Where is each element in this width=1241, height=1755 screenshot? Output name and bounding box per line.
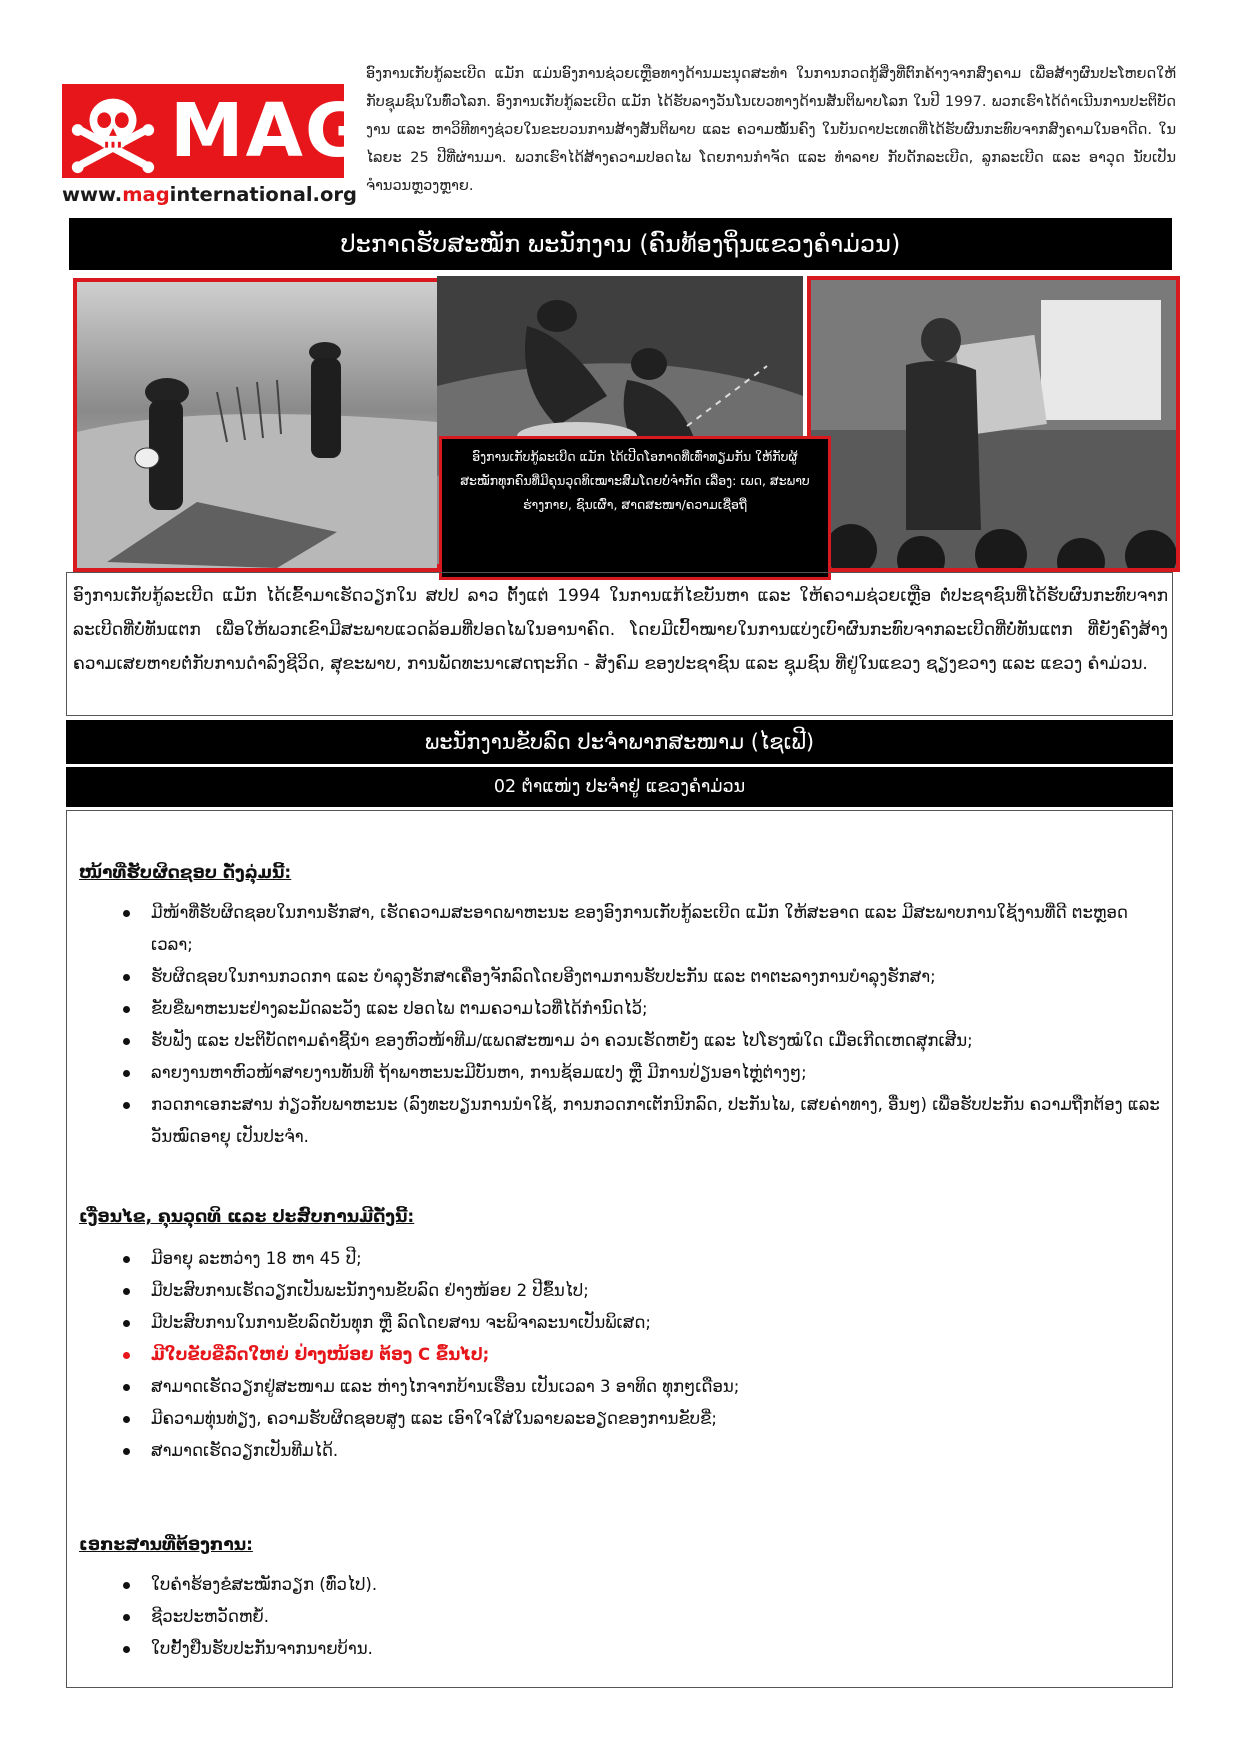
list-item: ກວດກາເອກະສານ ກ່ຽວກັບພາຫະນະ (ລົງທະບຽນການນຳໃຊ້, ການກວດກາເຕັກນິກລົດ, ປະກັນໄພ, ເສຍຄ່າທາງ, ອື່ນໆ) ເພື່ອຮັບປະກັນ ຄວາມຖືກຕ້ອງ ແລະ ວັນໝົດອາຍຸ ເປັນປະຈຳ.: [67, 1089, 1167, 1153]
bullet-icon: [123, 1614, 130, 1621]
duties-list: [67, 897, 1167, 1153]
bullet-icon: [123, 1070, 130, 1077]
photo-caption: ອົງການເກັບກູ້ລະເບີດ ແມັກ ໄດ້ເປີດໂອກາດທີ່ເທົ່າທຽມກັນ ໃຫ້ກັບຜູ້ສະໝັກທຸກຄົນທີ່ມີຄຸນວຸດທິເໝາະສົມໂດຍບໍ່ຈຳກັດ ເລື່ອງ: ເພດ, ສະພາບຮ່າງກາຍ, ຊົນເຜົ່າ, ສາດສະໜາ/ຄວາມເຊື່ອຖື: [439, 436, 831, 580]
logo-url[interactable]: www.maginternational.org: [62, 183, 357, 206]
list-item: ໃບຄຳຮ້ອງຂໍສະໝັກວຽກ (ທົ່ວໄປ).: [67, 1569, 1167, 1601]
bullet-icon: [123, 1288, 130, 1295]
bullet-icon: [123, 910, 130, 917]
bullet-icon: [123, 1320, 130, 1327]
list-item: ສາມາດເຮັດວຽກຢູ່ສະໜາມ ແລະ ຫ່າງໄກຈາກບ້ານເຮືອນ ເປັນເວລາ 3 ອາທິດ ທຸກໆເດືອນ;: [67, 1371, 1167, 1403]
list-item: ຊີວະປະຫວັດຫຍໍ້.: [67, 1601, 1167, 1633]
list-item: ຂັບຂີ່ພາຫະນະຢ່າງລະມັດລະວັງ ແລະ ປອດໄພ ຕາມຄວາມໄວທີ່ໄດ້ກຳນົດໄວ້;: [67, 993, 1167, 1025]
list-item: ລາຍງານຫາຫົວໜ້າສາຍງານທັນທີ ຖ້າພາຫະນະມີບັນຫາ, ການຊ້ອມແປງ ຫຼື ມີການປ່ຽນອາໄຫຼ່ຕ່າງໆ;: [67, 1057, 1167, 1089]
skull-and-crossbones-icon: [64, 86, 162, 176]
bullet-icon: [123, 1384, 130, 1391]
mag-logo: [62, 84, 368, 208]
bullet-icon: [123, 1038, 130, 1045]
list-item: ສາມາດເຮັດວຽກເປັນທີມໄດ້.: [67, 1435, 1167, 1467]
intro-text: ອົງການເກັບກູ້ລະເບີດ ແມັກ ແມ່ນອົງການຊ່ວຍເຫຼືອທາງດ້ານມະນຸດສະທຳ ໃນການກວດກູ້ສິ່ງທີ່ຕົກຄ້າງຈາກສົງຄາມ ເພື່ອສ້າງຜົນປະໂຫຍດໃຫ້ກັບຊຸມຊົນໃນທົ່ວໂລກ. ອົງການເກັບກູ້ລະເບີດ ແມັກ ໄດ້ຮັບລາງວັນໂນເບວທາງດ້ານສັນຕິພາບໂລກ ໃນປີ 1997. ພວກເຮົາໄດ້ດຳເນີນການປະຕິບັດງານ ແລະ ຫາວິທີທາງຊ່ວຍໃນຂະບວນການສ້າງສັນຕິພາບ ແລະ ຄວາມໝັ້ນຄົງ ໃນບັນດາປະເທດທີ່ໄດ້ຮັບຜົນກະທົບຈາກສົງຄາມໃນອາດີດ. ໃນໄລຍະ 25 ປີທີ່ຜ່ານມາ. ພວກເຮົາໄດ້ສ້າງຄວາມປອດໄພ ໂດຍການກຳຈັດ ແລະ ທຳລາຍ ກັບດັກລະເບີດ, ລູກລະເບີດ ແລະ ອາວຸດ ນັບເປັນຈຳນວນຫຼວງຫຼາຍ.: [366, 66, 1176, 194]
list-item: ໃບຢັ້ງຢືນຮັບປະກັນຈາກນາຍບ້ານ.: [67, 1633, 1167, 1665]
bullet-icon: [123, 1416, 130, 1423]
list-item: ມີໜ້າທີ່ຮັບຜິດຊອບໃນການຮັກສາ, ເຮັດຄວາມສະອາດພາຫະນະ ຂອງອົງການເກັບກູ້ລະເບີດ ແມັກ ໃຫ້ສະອາດ ແລະ ມີສະພາບການໃຊ້ງານທີ່ດີ ຕະຫຼອດເວລາ;: [67, 897, 1167, 961]
bullet-icon: [123, 974, 130, 981]
requirements-list: [67, 1243, 1167, 1467]
documents-list: [67, 1569, 1167, 1665]
position-title: ພະນັກງານຂັບລົດ ປະຈຳພາກສະໜາມ (ໄຊເຟີ): [66, 720, 1173, 764]
bullet-icon: [123, 1102, 130, 1109]
photo-strip: [69, 272, 1172, 568]
mag-laos-paragraph: ອົງການເກັບກູ້ລະເບີດ ແມັກ ໄດ້ເຂົ້າມາເຮັດວຽກໃນ ສປປ ລາວ ຕັ້ງແຕ່ 1994 ໃນການແກ້ໄຂບັນຫາ ແລະ ໃຫ້ຄວາມຊ່ວຍເຫຼືອ ຕໍ່ປະຊາຊົນທີ່ໄດ້ຮັບຜົນກະທົບຈາກລະເບີດທີ່ບໍ່ທັນແຕກ ເພື່ອໃຫ້ພວກເຂົາມີສະພາບແວດລ້ອມທີ່ປອດໄພໃນອານາຄົດ. ໂດຍມີເປົ້າໝາຍໃນການແບ່ງເບົາຜົນກະທົບຈາກລະເບີດທີ່ບໍ່ທັນແຕກ ທີ່ຍັງຄົງສ້າງຄວາມເສຍຫາຍຕໍ່ກັບການດຳລົງຊີວິດ, ສຸຂະພາບ, ການພັດທະນາເສດຖະກິດ - ສັງຄົມ ຂອງປະຊາຊົນ ແລະ ຊຸມຊົນ ທີ່ຢູ່ໃນແຂວງ ຊຽງຂວາງ ແລະ ແຂວງ ຄຳມ່ວນ.: [66, 572, 1173, 716]
list-item: ມີປະສົບການໃນການຂັບລົດບັນທຸກ ຫຼື ລົດໂດຍສານ ຈະພິຈາລະນາເປັນພິເສດ;: [67, 1307, 1167, 1339]
photo-deminers-field: [73, 278, 441, 572]
documents-heading: ເອກະສານທີ່ຕ້ອງການ:: [79, 1535, 253, 1555]
mag-brand-text: MAG: [170, 88, 368, 174]
list-item: ມີຄວາມທຸ່ນທ່ຽງ, ຄວາມຮັບຜິດຊອບສູງ ແລະ ເອົາໃຈໃສ່ໃນລາຍລະອຽດຂອງການຂັບຂີ່;: [67, 1403, 1167, 1435]
bullet-icon: [123, 1448, 130, 1455]
duties-heading: ໜ້າທີ່ຮັບຜິດຊອບ ດັ່ງລຸ່ມນີ້:: [79, 863, 292, 883]
bullet-icon: [123, 1646, 130, 1653]
bullet-icon: [123, 1352, 130, 1359]
bullet-icon: [123, 1006, 130, 1013]
bullet-icon: [123, 1256, 130, 1263]
recruitment-banner: ປະກາດຮັບສະໝັກ ພະນັກງານ (ຄົນທ້ອງຖິ່ນແຂວງຄຳມ່ວນ): [69, 218, 1172, 270]
photo-risk-education: [807, 276, 1180, 572]
list-item-highlight: ມີໃບຂັບຂີ່ລົດໃຫຍ່ ຢ່າງໜ້ອຍ ຕ້ອງ C ຂຶ້ນໄປ;: [67, 1339, 1167, 1371]
bullet-icon: [123, 1582, 130, 1589]
list-item: ຮັບຜິດຊອບໃນການກວດກາ ແລະ ບຳລຸງຮັກສາເຄື່ອງຈັກລົດໂດຍອີງຕາມການຮັບປະກັນ ແລະ ຕາຕະລາງການບຳລຸງຮັກສາ;: [67, 961, 1167, 993]
requirements-heading: ເງື່ອນໄຂ, ຄຸນວຸດທິ ແລະ ປະສົບການມີດັ່ງນີ້:: [79, 1207, 415, 1227]
job-details: [66, 810, 1173, 1688]
position-subtitle: 02 ຕຳແໜ່ງ ປະຈຳຢູ່ ແຂວງຄຳມ່ວນ: [66, 767, 1173, 807]
list-item: ມີປະສົບການເຮັດວຽກເປັນພະນັກງານຂັບລົດ ຢ່າງໜ້ອຍ 2 ປີຂຶ້ນໄປ;: [67, 1275, 1167, 1307]
list-item: ຮັບຟັງ ແລະ ປະຕິບັດຕາມຄຳຊີ້ນຳ ຂອງຫົວໜ້າທີມ/ແພດສະໜາມ ວ່າ ຄວນເຮັດຫຍັງ ແລະ ໄປໂຮງໝໍໃດ ເມື່ອເກີດເຫດສຸກເສີນ;: [67, 1025, 1167, 1057]
list-item: ມີອາຍຸ ລະຫວ່າງ 18 ຫາ 45 ປີ;: [67, 1243, 1167, 1275]
